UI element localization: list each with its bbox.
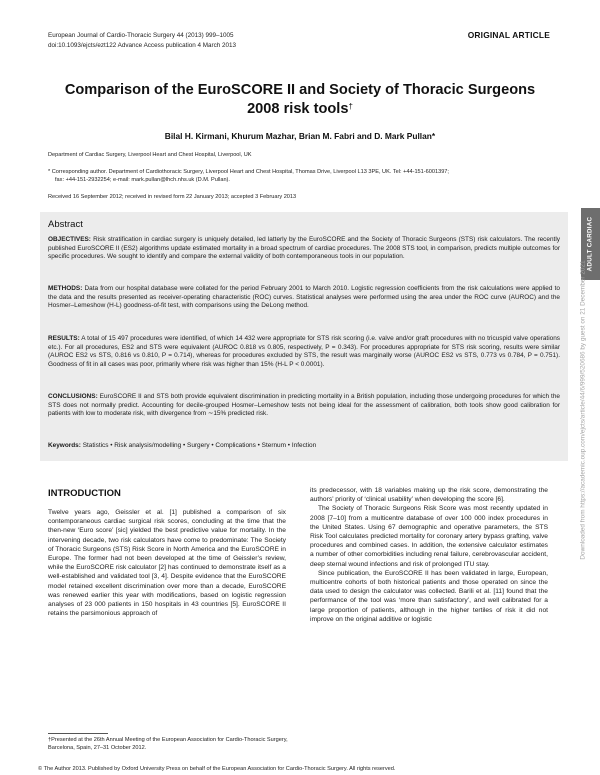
conclusions-label: CONCLUSIONS: [48,393,98,400]
footnote [48,737,288,753]
affiliation: Department of Cardiac Surgery, Liverpool Heart and Chest Hospital, Liverpool, UK [48,152,252,158]
title-line-1: Comparison of the EuroSCORE II and Society of Thoracic Surgeons [64,82,536,98]
download-watermark: Downloaded from https://academic.oup.com/ejcts/article/44/6/999/520686 by guest on 21 December 2021 [579,260,587,560]
intro-paragraph-continued: its predecessor, with 18 variables making up the risk score, demonstrating the authors’ priority of ‘clinical usability’ when developing the score [6]. [310,487,548,504]
footnote-mark: † [48,737,52,743]
title-dagger: † [348,101,353,111]
intro-paragraph-3: Since publication, the EuroSCORE II has been validated in large, European, multicentre cohorts of both historical patients and those operated on since the data used to design the calculator was collected. Barili et al. [11] found that the performance of the tool was ‘more than satisfactory’, and well calibrated for a large proportion of patients, although in the higher tertiles of risk it did not improve on the original additive or logistic [310,569,548,623]
abstract-conclusions [48,393,560,419]
footnote-text: Presented at the 26th Annual Meeting of the European Association for Cardio-Thoracic Surgery, Barcelona, Spain, 27–31 October 2012. [48,737,288,751]
abstract-keywords [48,442,560,451]
correspondence [48,168,573,184]
introduction-heading: INTRODUCTION [48,488,121,499]
doi-line: doi:10.1093/ejcts/ezt122 Advance Access publication 4 March 2013 [48,42,236,49]
abstract-results [48,335,560,369]
abstract-objectives [48,236,560,262]
right-column [310,486,548,624]
intro-paragraph-2: The Society of Thoracic Surgeons Risk Score was most recently updated in 2008 [7–10] from a multicentre database of over 100 000 index procedures in the United States. Using 67 demographic and operative parameters, the STS Risk Tool calculates predicted mortality for coronary artery bypass grafting, valve procedures and combined cases. In addition, the extensive calculator estimates a number of other comorbidities including renal failure, cerebrovascular accident, deep sternal wound infections and risk of prolonged ITU stay. [310,505,548,568]
footnote-divider [48,733,108,734]
section-label: ORIGINAL ARTICLE [467,30,550,40]
title-line-2: 2008 risk tools [247,100,349,117]
keywords-text: Statistics • Risk analysis/modelling • Surgery • Complications • Sternum • Infection [82,442,317,449]
abstract-heading: Abstract [48,219,83,230]
left-column [48,508,286,618]
methods-text: Data from our hospital database were collated for the period February 2001 to March 2010. Logistic regression coefficients from the risk calculations were applied to the data and the results presented as receiver-operating characteristic (ROC) curves. Statistical analyses were performed using the area under the ROC curve (AUROC) and the Hosmer–Lemeshow (H-L) goodness-of-fit test, with comparisons using the DeLong method. [48,285,560,310]
objectives-label: OBJECTIVES: [48,236,91,243]
author-list: Bilal H. Kirmani, Khurum Mazhar, Brian M. Fabri and D. Mark Pullan* [164,131,436,141]
objectives-text: Risk stratification in cardiac surgery is uniquely detailed, led latterly by the EuroSCORE and the Society of Thoracic Surgeons (STS) risk calculators. The recently published EuroSCORE II (ES2) algorithms update estimated mortality in a broad spectrum of cardiac procedures. The 2008 STS tool, in comparison, predicts multiple outcomes for specific procedures. We sought to identify and compare the external validity of both contemporaneous tools in our population. [48,236,560,261]
conclusions-text: EuroSCORE II and STS both provide equivalent discrimination in predicting mortality in a British population, including those undergoing procedures for which the STS does not normally predict. Accounting for decile-grouped Hosmer–Lemeshow tests not being ideal for the assessment of calibration, both tools show good calibration for patients with low to moderate risk, with divergence from ∼15% predicted risk. [48,393,560,418]
intro-paragraph-1: Twelve years ago, Geissler et al. [1] published a comparison of six contemporaneous cardiac surgical risk scores, concluding at the time that the then-new ‘Euro score’ [sic] yielded the best predictive value for mortality. In the intervening decade, two risk calculators have come to predominate: The Society of Thoracic Surgeons (STS) Risk Score in North America and the EuroSCORE in Europe. The former had not been developed at the time of Geissler’s review, while the EuroSCORE risk calculator [2] has continued to demonstrate itself as a well-established and validated tool [3, 4]. Despite evidence that the EuroSCORE model retained excellent discrimination over more than a decade, EuroSCORE was renewed earlier this year with modifications, based on logistic regression analyses of 23 000 patients in 150 hospitals in 43 countries [5]. EuroSCORE II retains the parsimonious approach of [48,509,286,618]
results-text: A total of 15 497 procedures were identified, of which 14 432 were appropriate for STS risk scoring (i.e. valve and/or graft procedures with no tricuspid valve operations etc.). For all procedures, ES2 and STS were equivalent (AUROC 0.818 vs 0.805, respectively, P = 0.343). For procedures appropriate for STS risk scoring, results were similar (AUROC ES2 vs STS, 0.816 vs 0.810, P = 0.714), whereas for procedures excluded by STS, the result was marginally worse (AUROC ES2 vs STS, 0.773 vs 0.784, P = 0.751). Goodness of fit in all cases was poor, primarily where risk was higher than 15% (H-L P < 0.0001). [48,335,561,368]
copyright-line: © The Author 2013. Published by Oxford University Press on behalf of the European Association for Cardio-Thoracic Surgery. All rights reserved. [38,766,396,772]
correspondence-line-1: Corresponding author. Department of Cardiothoracic Surgery, Liverpool Heart and Chest Hospital, Thomas Drive, Liverpool L13 3PE, UK. Tel: +44-151-6001397; [51,169,449,175]
methods-label: METHODS: [48,285,83,292]
side-tab-label: ADULT CARDIAC [586,216,594,272]
abstract-methods [48,285,560,311]
correspondence-mark: * [48,169,51,175]
article-title [40,81,560,118]
received-dates: Received 16 September 2012; received in revised form 22 January 2013; accepted 3 February 2013 [48,194,297,200]
correspondence-line-2: fax: +44-151-2932254; e-mail: mark.pullan@lhch.nhs.uk (D.M. Pullan). [55,177,230,184]
keywords-label: Keywords: [48,442,81,449]
results-label: RESULTS: [48,335,80,342]
journal-citation: European Journal of Cardio-Thoracic Surgery 44 (2013) 999–1005 [48,32,234,39]
